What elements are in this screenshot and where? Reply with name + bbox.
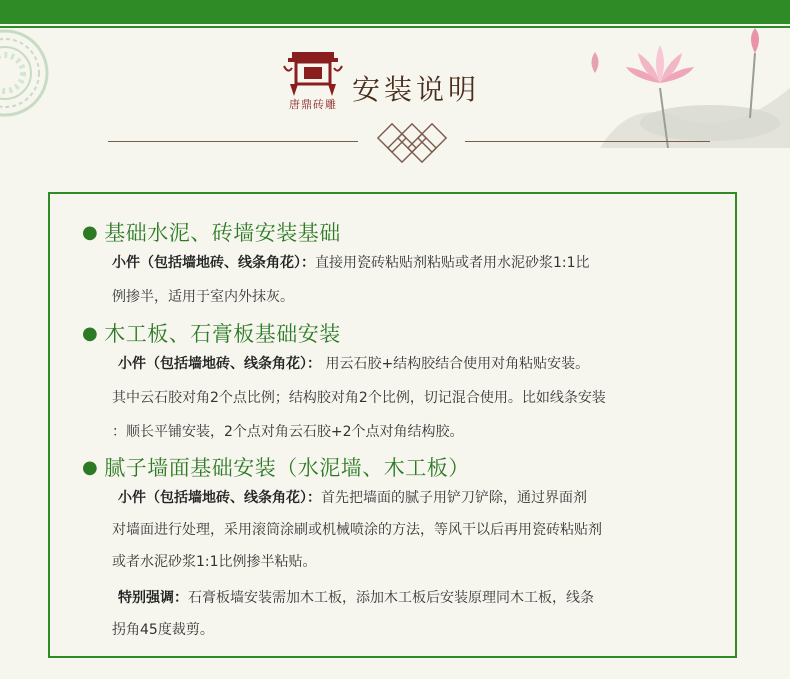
top-green-bar bbox=[0, 0, 790, 24]
section-heading-cement: ● 基础水泥、砖墙安装基础 bbox=[82, 221, 341, 245]
paragraph-line: 其中云石胶对角2个点比例；结构胶对角2个比例，切记混合使用。比如线条安装 bbox=[112, 390, 606, 406]
brand-logo-text: 唐鼎砖雕 bbox=[289, 98, 337, 111]
ornament-medallion-icon bbox=[0, 28, 50, 118]
paragraph-line: 或者水泥砂浆1:1比例掺半粘贴。 bbox=[112, 554, 317, 570]
section-heading-putty-wall: ● 腻子墙面基础安装（水泥墙、木工板） bbox=[82, 456, 470, 480]
bullet-icon: ● bbox=[82, 222, 99, 243]
bullet-icon: ● bbox=[82, 457, 99, 478]
paragraph-line: 小件（包括墙地砖、线条角花）：直接用瓷砖粘贴剂粘贴或者用水泥砂浆1:1比 bbox=[112, 255, 590, 271]
divider-line-right bbox=[465, 141, 710, 142]
paragraph-line: ：顺长平铺安装，2个点对角云石胶+2个点对角结构胶。 bbox=[112, 424, 464, 440]
knot-ornament-icon bbox=[362, 118, 462, 166]
paragraph-line: 小件（包括墙地砖、线条角花）：首先把墙面的腻子用铲刀铲除，通过界面剂 bbox=[118, 490, 587, 506]
lotus-painting-icon bbox=[560, 28, 790, 148]
divider-line-left bbox=[108, 141, 358, 142]
paragraph-line: 例掺半，适用于室内外抹灰。 bbox=[112, 289, 294, 305]
paragraph-line: 对墙面进行处理，采用滚筒涂刷或机械喷涂的方法，等风干以后再用瓷砖粘贴剂 bbox=[112, 522, 602, 538]
paragraph-line: 小件（包括墙地砖、线条角花）： 用云石胶+结构胶结合使用对角粘贴安装。 bbox=[118, 356, 590, 372]
page-title: 安装说明 bbox=[352, 73, 481, 106]
paragraph-line: 特别强调：石膏板墙安装需加木工板，添加木工板后安装原理同木工板，线条 bbox=[118, 590, 594, 606]
section-heading-woodboard: ● 木工板、石膏板基础安装 bbox=[82, 322, 341, 346]
paragraph-line: 拐角45度裁剪。 bbox=[112, 622, 214, 638]
bullet-icon: ● bbox=[82, 323, 99, 344]
